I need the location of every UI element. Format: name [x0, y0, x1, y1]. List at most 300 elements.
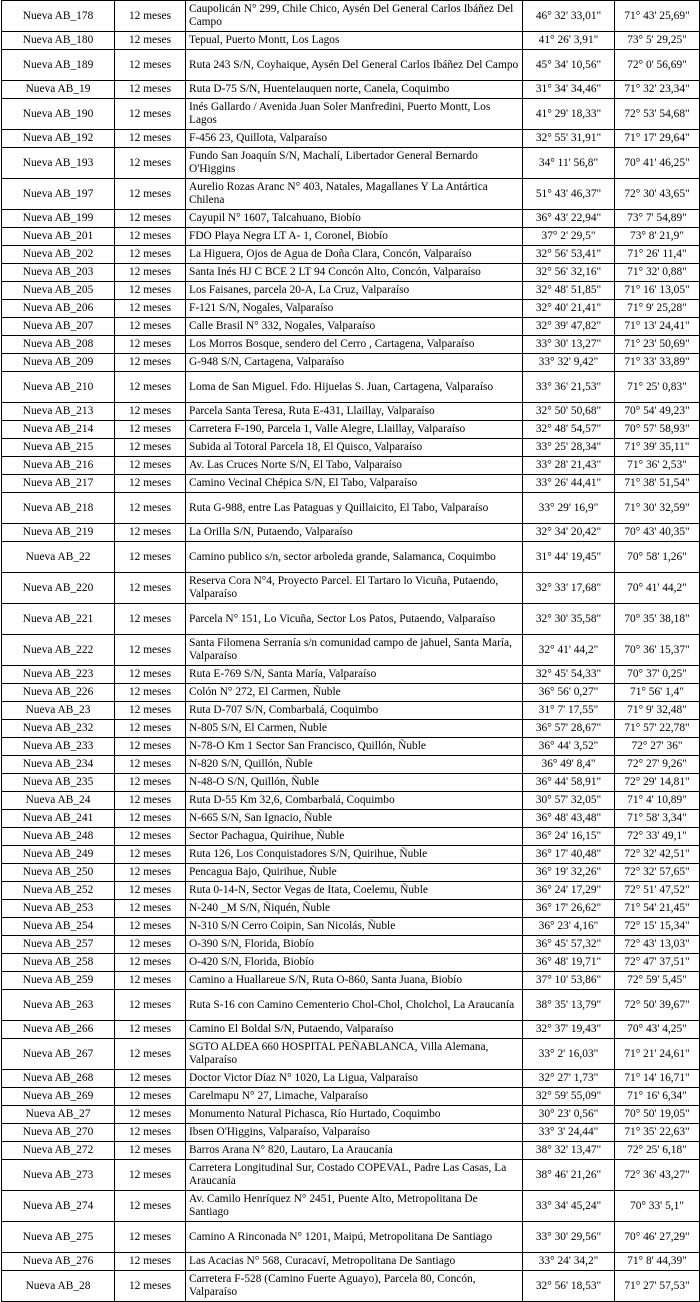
address-cell: Ruta S-16 con Camino Cementerio Chol-Chol, Cholchol, La Araucanía: [186, 990, 523, 1021]
table-row: [2, 457, 700, 475]
table-row: [2, 1, 700, 32]
site-id-cell: Nueva AB_232: [2, 720, 115, 738]
table-row: [2, 1160, 700, 1191]
table-row: [2, 573, 700, 604]
latitude-cell: 36° 43' 22,94": [523, 210, 615, 228]
table-row: [2, 372, 700, 403]
table-row: [2, 702, 700, 720]
site-id-cell: Nueva AB_215: [2, 439, 115, 457]
period-cell: 12 meses: [115, 264, 186, 282]
site-id-cell: Nueva AB_190: [2, 99, 115, 130]
longitude-cell: 71° 14' 16,71": [615, 1070, 700, 1088]
longitude-cell: 73° 8' 21,9": [615, 228, 700, 246]
latitude-cell: 32° 56' 18,53": [523, 1271, 615, 1302]
address-cell: Parcela N° 151, Lo Vicuña, Sector Los Patos, Putaendo, Valparaíso: [186, 604, 523, 635]
longitude-cell: 72° 30' 43,65": [615, 179, 700, 210]
site-id-cell: Nueva AB_223: [2, 666, 115, 684]
table-row: [2, 666, 700, 684]
period-cell: 12 meses: [115, 635, 186, 666]
site-id-cell: Nueva AB_257: [2, 936, 115, 954]
site-id-cell: Nueva AB_28: [2, 1271, 115, 1302]
latitude-cell: 32° 59' 55,09": [523, 1088, 615, 1106]
latitude-cell: 36° 24' 17,29": [523, 882, 615, 900]
address-cell: Colón N° 272, El Carmen, Ñuble: [186, 684, 523, 702]
address-cell: SGTO ALDEA 660 HOSPITAL PEÑABLANCA, Villa Alemana, Valparaíso: [186, 1039, 523, 1070]
longitude-cell: 71° 43' 25,69": [615, 1, 700, 32]
longitude-cell: 71° 4' 10,89": [615, 792, 700, 810]
address-cell: Fundo San Joaquín S/N, Machalí, Libertador General Bernardo O'Higgins: [186, 148, 523, 179]
table-row: [2, 99, 700, 130]
longitude-cell: 72° 53' 54,68": [615, 99, 700, 130]
address-cell: F-121 S/N, Nogales, Valparaíso: [186, 300, 523, 318]
period-cell: 12 meses: [115, 1124, 186, 1142]
longitude-cell: 72° 50' 39,67": [615, 990, 700, 1021]
address-cell: G-948 S/N, Cartagena, Valparaíso: [186, 354, 523, 372]
table-row: [2, 936, 700, 954]
period-cell: 12 meses: [115, 990, 186, 1021]
table-row: [2, 32, 700, 50]
table-row: [2, 900, 700, 918]
table-row: [2, 828, 700, 846]
latitude-cell: 33° 30' 13,27": [523, 336, 615, 354]
table-row: [2, 318, 700, 336]
longitude-cell: 72° 51' 47,52": [615, 882, 700, 900]
period-cell: 12 meses: [115, 1191, 186, 1222]
table-row: [2, 246, 700, 264]
table-row: [2, 1088, 700, 1106]
site-id-cell: Nueva AB_235: [2, 774, 115, 792]
longitude-cell: 71° 32' 0,88": [615, 264, 700, 282]
latitude-cell: 32° 41' 44,2": [523, 635, 615, 666]
site-id-cell: Nueva AB_241: [2, 810, 115, 828]
period-cell: 12 meses: [115, 972, 186, 990]
longitude-cell: 70° 46' 27,29": [615, 1222, 700, 1253]
longitude-cell: 70° 54' 49,23": [615, 403, 700, 421]
latitude-cell: 37° 10' 53,86": [523, 972, 615, 990]
period-cell: 12 meses: [115, 354, 186, 372]
site-id-cell: Nueva AB_263: [2, 990, 115, 1021]
latitude-cell: 33° 28' 21,43": [523, 457, 615, 475]
latitude-cell: 33° 2' 16,03": [523, 1039, 615, 1070]
longitude-cell: 71° 58' 3,34": [615, 810, 700, 828]
latitude-cell: 36° 48' 43,48": [523, 810, 615, 828]
address-cell: N-78-O Km 1 Sector San Francisco, Quillón, Ñuble: [186, 738, 523, 756]
period-cell: 12 meses: [115, 864, 186, 882]
address-cell: Barros Arana N° 820, Lautaro, La Araucanía: [186, 1142, 523, 1160]
address-cell: N-48-O S/N, Quillón, Ñuble: [186, 774, 523, 792]
site-id-cell: Nueva AB_205: [2, 282, 115, 300]
longitude-cell: 72° 47' 37,51": [615, 954, 700, 972]
latitude-cell: 36° 48' 19,71": [523, 954, 615, 972]
address-cell: Santa Filomena Serranía s/n comunidad campo de jahuel, Santa María, Valparaíso: [186, 635, 523, 666]
site-id-cell: Nueva AB_22: [2, 542, 115, 573]
table-row: [2, 604, 700, 635]
longitude-cell: 71° 25' 0,83": [615, 372, 700, 403]
address-cell: Camino El Boldal S/N, Putaendo, Valparaíso: [186, 1021, 523, 1039]
site-id-cell: Nueva AB_221: [2, 604, 115, 635]
address-cell: Monumento Natural Pichasca, Río Hurtado, Coquimbo: [186, 1106, 523, 1124]
latitude-cell: 31° 7' 17,55": [523, 702, 615, 720]
address-cell: N-665 S/N, San Ignacio, Ñuble: [186, 810, 523, 828]
table-row: [2, 1222, 700, 1253]
site-id-cell: Nueva AB_213: [2, 403, 115, 421]
site-id-cell: Nueva AB_233: [2, 738, 115, 756]
address-cell: Camino publico s/n, sector arboleda grande, Salamanca, Coquimbo: [186, 542, 523, 573]
latitude-cell: 32° 45' 54,33": [523, 666, 615, 684]
longitude-cell: 70° 41' 46,25": [615, 148, 700, 179]
site-id-cell: Nueva AB_218: [2, 493, 115, 524]
longitude-cell: 71° 57' 22,78": [615, 720, 700, 738]
latitude-cell: 32° 50' 50,68": [523, 403, 615, 421]
period-cell: 12 meses: [115, 954, 186, 972]
longitude-cell: 72° 32' 57,65": [615, 864, 700, 882]
site-id-cell: Nueva AB_272: [2, 1142, 115, 1160]
period-cell: 12 meses: [115, 81, 186, 99]
table-row: [2, 403, 700, 421]
site-id-cell: Nueva AB_226: [2, 684, 115, 702]
address-cell: Ruta D-75 S/N, Huentelauquen norte, Canela, Coquimbo: [186, 81, 523, 99]
longitude-cell: 71° 17' 29,64": [615, 130, 700, 148]
table-row: [2, 684, 700, 702]
longitude-cell: 71° 16' 13,05": [615, 282, 700, 300]
latitude-cell: 51° 43' 46,37": [523, 179, 615, 210]
period-cell: 12 meses: [115, 403, 186, 421]
latitude-cell: 36° 23' 4,16": [523, 918, 615, 936]
longitude-cell: 70° 43' 4,25": [615, 1021, 700, 1039]
site-id-cell: Nueva AB_219: [2, 524, 115, 542]
longitude-cell: 72° 36' 43,27": [615, 1160, 700, 1191]
period-cell: 12 meses: [115, 493, 186, 524]
longitude-cell: 70° 41' 44,2": [615, 573, 700, 604]
site-id-cell: Nueva AB_220: [2, 573, 115, 604]
address-cell: Tepual, Puerto Montt, Los Lagos: [186, 32, 523, 50]
longitude-cell: 71° 36' 2,53": [615, 457, 700, 475]
address-cell: Doctor Victor Díaz N° 1020, La Ligua, Valparaíso: [186, 1070, 523, 1088]
table-row: [2, 1191, 700, 1222]
address-cell: Camino A Rinconada N° 1201, Maipú, Metropolitana De Santiago: [186, 1222, 523, 1253]
site-id-cell: Nueva AB_275: [2, 1222, 115, 1253]
period-cell: 12 meses: [115, 228, 186, 246]
address-cell: La Higuera, Ojos de Agua de Doña Clara, Concón, Valparaíso: [186, 246, 523, 264]
site-id-cell: Nueva AB_193: [2, 148, 115, 179]
latitude-cell: 38° 32' 13,47": [523, 1142, 615, 1160]
site-id-cell: Nueva AB_216: [2, 457, 115, 475]
latitude-cell: 33° 36' 21,53": [523, 372, 615, 403]
address-cell: N-310 S/N Cerro Coipin, San Nicolás, Ñuble: [186, 918, 523, 936]
period-cell: 12 meses: [115, 684, 186, 702]
latitude-cell: 41° 26' 3,91": [523, 32, 615, 50]
period-cell: 12 meses: [115, 1070, 186, 1088]
longitude-cell: 70° 36' 15,37": [615, 635, 700, 666]
address-cell: O-420 S/N, Florida, Biobío: [186, 954, 523, 972]
address-cell: N-820 S/N, Quillón, Ñuble: [186, 756, 523, 774]
table-row: [2, 635, 700, 666]
latitude-cell: 32° 40' 21,41": [523, 300, 615, 318]
address-cell: F-456 23, Quillota, Valparaíso: [186, 130, 523, 148]
table-row: [2, 228, 700, 246]
longitude-cell: 72° 15' 15,34": [615, 918, 700, 936]
period-cell: 12 meses: [115, 1, 186, 32]
site-id-cell: Nueva AB_250: [2, 864, 115, 882]
longitude-cell: 72° 27' 9,26": [615, 756, 700, 774]
table-row: [2, 81, 700, 99]
period-cell: 12 meses: [115, 439, 186, 457]
table-row: [2, 282, 700, 300]
period-cell: 12 meses: [115, 846, 186, 864]
period-cell: 12 meses: [115, 475, 186, 493]
address-cell: Camino Vecinal Chépica S/N, El Tabo, Valparaíso: [186, 475, 523, 493]
latitude-cell: 36° 19' 32,26": [523, 864, 615, 882]
longitude-cell: 72° 29' 14,81": [615, 774, 700, 792]
period-cell: 12 meses: [115, 738, 186, 756]
table-row: [2, 336, 700, 354]
longitude-cell: 71° 54' 21,45": [615, 900, 700, 918]
latitude-cell: 46° 32' 33,01": [523, 1, 615, 32]
latitude-cell: 32° 48' 51,85": [523, 282, 615, 300]
table-row: [2, 846, 700, 864]
address-cell: N-240 _M S/N, Ñiquén, Ñuble: [186, 900, 523, 918]
period-cell: 12 meses: [115, 900, 186, 918]
latitude-cell: 33° 32' 9,42": [523, 354, 615, 372]
site-id-cell: Nueva AB_206: [2, 300, 115, 318]
longitude-cell: 70° 57' 58,93": [615, 421, 700, 439]
latitude-cell: 33° 30' 29,56": [523, 1222, 615, 1253]
sites-table: [1, 0, 700, 1302]
period-cell: 12 meses: [115, 130, 186, 148]
latitude-cell: 34° 11' 56,8": [523, 148, 615, 179]
address-cell: Ruta 126, Los Conquistadores S/N, Quirihue, Ñuble: [186, 846, 523, 864]
longitude-cell: 71° 35' 22,63": [615, 1124, 700, 1142]
period-cell: 12 meses: [115, 524, 186, 542]
period-cell: 12 meses: [115, 32, 186, 50]
address-cell: Calle Brasil N° 332, Nogales, Valparaíso: [186, 318, 523, 336]
site-id-cell: Nueva AB_276: [2, 1253, 115, 1271]
latitude-cell: 36° 56' 0,27": [523, 684, 615, 702]
longitude-cell: 70° 33' 5,1": [615, 1191, 700, 1222]
latitude-cell: 36° 45' 57,32": [523, 936, 615, 954]
table-row: [2, 720, 700, 738]
latitude-cell: 32° 39' 47,82": [523, 318, 615, 336]
longitude-cell: 71° 13' 24,41": [615, 318, 700, 336]
table-row: [2, 954, 700, 972]
latitude-cell: 32° 56' 32,16": [523, 264, 615, 282]
site-id-cell: Nueva AB_234: [2, 756, 115, 774]
longitude-cell: 70° 35' 38,18": [615, 604, 700, 635]
address-cell: Inés Gallardo / Avenida Juan Soler Manfredini, Puerto Montt, Los Lagos: [186, 99, 523, 130]
site-id-cell: Nueva AB_178: [2, 1, 115, 32]
site-id-cell: Nueva AB_266: [2, 1021, 115, 1039]
longitude-cell: 70° 37' 0,25": [615, 666, 700, 684]
table-row: [2, 810, 700, 828]
period-cell: 12 meses: [115, 936, 186, 954]
longitude-cell: 71° 21' 24,61": [615, 1039, 700, 1070]
address-cell: Los Faisanes, parcela 20-A, La Cruz, Valparaíso: [186, 282, 523, 300]
site-id-cell: Nueva AB_269: [2, 1088, 115, 1106]
table-row: [2, 210, 700, 228]
address-cell: Carretera F-528 (Camino Fuerte Aguayo), Parcela 80, Concón, Valparaíso: [186, 1271, 523, 1302]
latitude-cell: 33° 34' 45,24": [523, 1191, 615, 1222]
table-row: [2, 524, 700, 542]
latitude-cell: 36° 49' 8,4": [523, 756, 615, 774]
site-id-cell: Nueva AB_210: [2, 372, 115, 403]
address-cell: Caupolicán N° 299, Chile Chico, Aysén Del General Carlos Ibáñez Del Campo: [186, 1, 523, 32]
table-row: [2, 1070, 700, 1088]
period-cell: 12 meses: [115, 1142, 186, 1160]
period-cell: 12 meses: [115, 792, 186, 810]
period-cell: 12 meses: [115, 918, 186, 936]
table-row: [2, 1271, 700, 1302]
table-row: [2, 354, 700, 372]
latitude-cell: 30° 57' 32,05": [523, 792, 615, 810]
period-cell: 12 meses: [115, 774, 186, 792]
table-row: [2, 421, 700, 439]
longitude-cell: 71° 9' 25,28": [615, 300, 700, 318]
site-id-cell: Nueva AB_252: [2, 882, 115, 900]
longitude-cell: 71° 39' 35,11": [615, 439, 700, 457]
address-cell: Ibsen O'Higgins, Valparaíso, Valparaíso: [186, 1124, 523, 1142]
period-cell: 12 meses: [115, 810, 186, 828]
address-cell: Ruta G-988, entre Las Pataguas y Quillaicito, El Tabo, Valparaíso: [186, 493, 523, 524]
period-cell: 12 meses: [115, 1271, 186, 1302]
table-row: [2, 864, 700, 882]
latitude-cell: 36° 44' 58,91": [523, 774, 615, 792]
latitude-cell: 32° 33' 17,68": [523, 573, 615, 604]
table-row: [2, 1021, 700, 1039]
period-cell: 12 meses: [115, 1222, 186, 1253]
site-id-cell: Nueva AB_222: [2, 635, 115, 666]
address-cell: N-805 S/N, El Carmen, Ñuble: [186, 720, 523, 738]
longitude-cell: 71° 23' 50,69": [615, 336, 700, 354]
site-id-cell: Nueva AB_208: [2, 336, 115, 354]
period-cell: 12 meses: [115, 666, 186, 684]
site-id-cell: Nueva AB_259: [2, 972, 115, 990]
site-id-cell: Nueva AB_180: [2, 32, 115, 50]
site-id-cell: Nueva AB_214: [2, 421, 115, 439]
latitude-cell: 38° 46' 21,26": [523, 1160, 615, 1191]
period-cell: 12 meses: [115, 1160, 186, 1191]
table-row: [2, 264, 700, 282]
site-id-cell: Nueva AB_189: [2, 50, 115, 81]
latitude-cell: 36° 24' 16,15": [523, 828, 615, 846]
site-id-cell: Nueva AB_23: [2, 702, 115, 720]
address-cell: Las Acacias N° 568, Curacaví, Metropolitana De Santiago: [186, 1253, 523, 1271]
address-cell: Sector Pachagua, Quirihue, Ñuble: [186, 828, 523, 846]
address-cell: Los Morros Bosque, sendero del Cerro , Cartagena, Valparaíso: [186, 336, 523, 354]
site-id-cell: Nueva AB_253: [2, 900, 115, 918]
table-row: [2, 542, 700, 573]
latitude-cell: 33° 24' 34,2": [523, 1253, 615, 1271]
address-cell: Reserva Cora N°4, Proyecto Parcel. El Tartaro lo Vicuña, Putaendo, Valparaíso: [186, 573, 523, 604]
period-cell: 12 meses: [115, 246, 186, 264]
table-row: [2, 972, 700, 990]
address-cell: Loma de San Miguel. Fdo. Hijuelas S. Juan, Cartagena, Valparaíso: [186, 372, 523, 403]
latitude-cell: 32° 30' 35,58": [523, 604, 615, 635]
longitude-cell: 72° 25' 6,18": [615, 1142, 700, 1160]
address-cell: Pencagua Bajo, Quirihue, Ñuble: [186, 864, 523, 882]
table-row: [2, 493, 700, 524]
latitude-cell: 32° 37' 19,43": [523, 1021, 615, 1039]
period-cell: 12 meses: [115, 882, 186, 900]
period-cell: 12 meses: [115, 148, 186, 179]
site-id-cell: Nueva AB_274: [2, 1191, 115, 1222]
site-id-cell: Nueva AB_202: [2, 246, 115, 264]
address-cell: Subida al Totoral Parcela 18, El Quisco, Valparaíso: [186, 439, 523, 457]
table-row: [2, 774, 700, 792]
period-cell: 12 meses: [115, 179, 186, 210]
period-cell: 12 meses: [115, 1039, 186, 1070]
site-id-cell: Nueva AB_19: [2, 81, 115, 99]
site-id-cell: Nueva AB_199: [2, 210, 115, 228]
table-row: [2, 130, 700, 148]
table-row: [2, 50, 700, 81]
table-row: [2, 148, 700, 179]
longitude-cell: 71° 30' 32,59": [615, 493, 700, 524]
period-cell: 12 meses: [115, 1021, 186, 1039]
latitude-cell: 38° 35' 13,79": [523, 990, 615, 1021]
period-cell: 12 meses: [115, 542, 186, 573]
site-id-cell: Nueva AB_217: [2, 475, 115, 493]
longitude-cell: 71° 56' 1,4": [615, 684, 700, 702]
longitude-cell: 70° 43' 40,35": [615, 524, 700, 542]
latitude-cell: 31° 34' 34,46": [523, 81, 615, 99]
address-cell: FDO Playa Negra LT A- 1, Coronel, Biobío: [186, 228, 523, 246]
address-cell: La Orilla S/N, Putaendo, Valparaíso: [186, 524, 523, 542]
site-id-cell: Nueva AB_207: [2, 318, 115, 336]
period-cell: 12 meses: [115, 50, 186, 81]
site-id-cell: Nueva AB_267: [2, 1039, 115, 1070]
address-cell: Ruta 243 S/N, Coyhaique, Aysén Del General Carlos Ibáñez Del Campo: [186, 50, 523, 81]
latitude-cell: 33° 29' 16,9": [523, 493, 615, 524]
latitude-cell: 32° 48' 54,57": [523, 421, 615, 439]
table-row: [2, 756, 700, 774]
longitude-cell: 72° 0' 56,69": [615, 50, 700, 81]
address-cell: O-390 S/N, Florida, Biobío: [186, 936, 523, 954]
latitude-cell: 30° 23' 0,56": [523, 1106, 615, 1124]
period-cell: 12 meses: [115, 1253, 186, 1271]
period-cell: 12 meses: [115, 457, 186, 475]
latitude-cell: 33° 25' 28,34": [523, 439, 615, 457]
site-id-cell: Nueva AB_249: [2, 846, 115, 864]
site-id-cell: Nueva AB_248: [2, 828, 115, 846]
longitude-cell: 71° 27' 57,53": [615, 1271, 700, 1302]
latitude-cell: 33° 3' 24,44": [523, 1124, 615, 1142]
site-id-cell: Nueva AB_201: [2, 228, 115, 246]
longitude-cell: 73° 7' 54,89": [615, 210, 700, 228]
period-cell: 12 meses: [115, 421, 186, 439]
address-cell: Av. Camilo Henríquez N° 2451, Puente Alto, Metropolitana De Santiago: [186, 1191, 523, 1222]
site-id-cell: Nueva AB_273: [2, 1160, 115, 1191]
period-cell: 12 meses: [115, 720, 186, 738]
period-cell: 12 meses: [115, 99, 186, 130]
latitude-cell: 31° 44' 19,45": [523, 542, 615, 573]
period-cell: 12 meses: [115, 1088, 186, 1106]
period-cell: 12 meses: [115, 336, 186, 354]
table-row: [2, 918, 700, 936]
table-row: [2, 792, 700, 810]
longitude-cell: 72° 33' 49,1": [615, 828, 700, 846]
address-cell: Ruta D-707 S/N, Combarbalá, Coquimbo: [186, 702, 523, 720]
table-row: [2, 300, 700, 318]
longitude-cell: 73° 5' 29,25": [615, 32, 700, 50]
period-cell: 12 meses: [115, 573, 186, 604]
address-cell: Santa Inés HJ C BCE 2 LT 94 Concón Alto, Concón, Valparaíso: [186, 264, 523, 282]
longitude-cell: 72° 43' 13,03": [615, 936, 700, 954]
period-cell: 12 meses: [115, 1106, 186, 1124]
latitude-cell: 45° 34' 10,56": [523, 50, 615, 81]
latitude-cell: 41° 29' 18,33": [523, 99, 615, 130]
longitude-cell: 72° 32' 42,51": [615, 846, 700, 864]
longitude-cell: 72° 27' 36": [615, 738, 700, 756]
